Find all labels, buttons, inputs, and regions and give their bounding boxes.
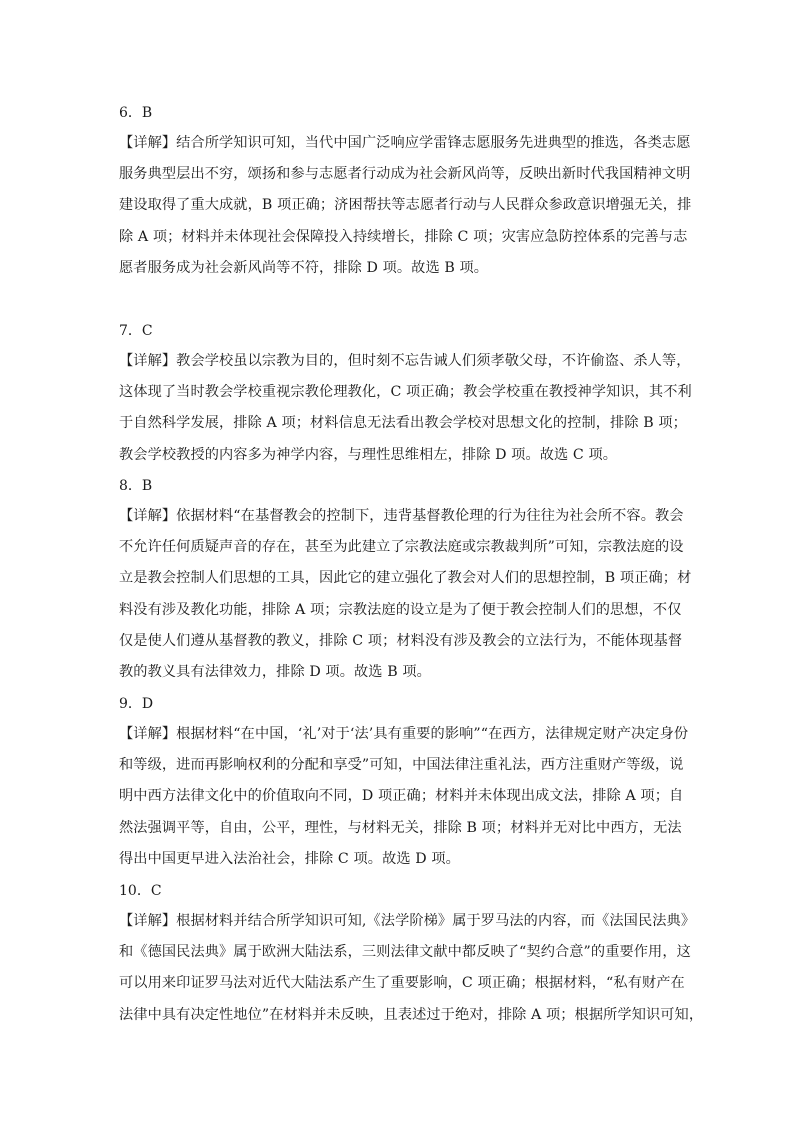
text-line: 这体现了当时教会学校重视宗教伦理教化，C 项正确；教会学校重在教授神学知识，其不利 [119,384,692,401]
text-line: 教的教义具有法律效力，排除 D 项。故选 B 项。 [119,663,431,680]
text-line: 建设取得了重大成就，B 项正确；济困帮扶等志愿者行动与人民群众参政意识增强无关，排 [119,197,692,214]
explanation-10 [119,906,704,1031]
text-line: 愿者服务成为社会新风尚等不符，排除 D 项。故选 B 项。 [119,259,489,276]
text-line: 【详解】教会学校虽以宗教为目的，但时刻不忘告诫人们须孝敬父母，不许偷盗、杀人等， [119,353,691,369]
text-line: 于自然科学发展，排除 A 项；材料信息无法看出教会学校对思想文化的控制，排除 B 项； [119,415,687,432]
text-line: 【详解】根据材料并结合所学知识可知,《法学阶梯》属于罗马法的内容，而《法国民法典》 [119,913,696,929]
text-line: 不允许任何质疑声音的存在，甚至为此建立了宗教法庭或宗教裁判所”可知，宗教法庭的设 [119,539,684,556]
explanation-6 [119,128,692,284]
answer-9: 9．D [119,696,154,712]
text-line: 【详解】结合所学知识可知，当代中国广泛响应学雷锋志愿服务先进典型的推选，各类志愿 [119,135,691,151]
text-line: 立是教会控制人们思想的工具，因此它的建立强化了教会对人们的思想控制，B 项正确；材 [119,570,692,587]
text-line: 教会学校教授的内容多为神学内容，与理性思维相左，排除 D 项。故选 C 项。 [119,446,618,463]
text-line: 明中西方法律文化中的价值取向不同，D 项正确；材料并未体现出成文法，排除 A 项；自 [119,788,684,805]
text-line: 和等级，进而再影响权利的分配和享受”可知，中国法律注重礼法，西方注重财产等级，说 [119,757,684,774]
explanation-7 [119,346,692,471]
explanation-9 [119,719,689,875]
text-line: 【详解】依据材料“在基督教会的控制下，违背基督教伦理的行为往往为社会所不容。教会 [119,508,684,524]
text-line: 服务典型层出不穷，颂扬和参与志愿者行动成为社会新风尚等，反映出新时代我国精神文明 [119,166,691,183]
text-line: 料没有涉及教化功能，排除 A 项；宗教法庭的设立是为了便于教会控制人们的思想，不仅 [119,601,682,618]
text-line: 法律中具有决定性地位”在材料并未反映，且表述过于绝对，排除 A 项；根据所学知识可知， [119,1006,704,1023]
answer-6: 6．B [119,105,153,121]
text-line: 除 A 项；材料并未体现社会保障投入持续增长，排除 C 项；灾害应急防控体系的完善与志 [119,228,688,245]
text-line: 和《德国民法典》属于欧洲大陆法系，三则法律文献中都反映了“契约合意”的重要作用，这 [119,944,691,961]
text-line: 得出中国更早进入法治社会，排除 C 项。故选 D 项。 [119,850,460,867]
answer-8: 8．B [119,478,153,494]
answer-10: 10．C [119,883,162,899]
text-line: 仅是使人们遵从基督教的教义，排除 C 项；材料没有涉及教会的立法行为，不能体现基督 [119,632,683,649]
text-line: 然法强调平等，自由，公平，理性，与材料无关，排除 B 项；材料并无对比中西方，无法 [119,819,682,836]
text-line: 【详解】根据材料“在中国，‘礼’对于‘法’具有重要的影响”“在西方，法律规定财产决定身份 [119,726,689,742]
answer-7: 7．C [119,323,153,339]
explanation-8 [119,501,692,688]
text-line: 可以用来印证罗马法对近代大陆法系产生了重要影响，C 项正确；根据材料，“私有财产在 [119,975,685,992]
